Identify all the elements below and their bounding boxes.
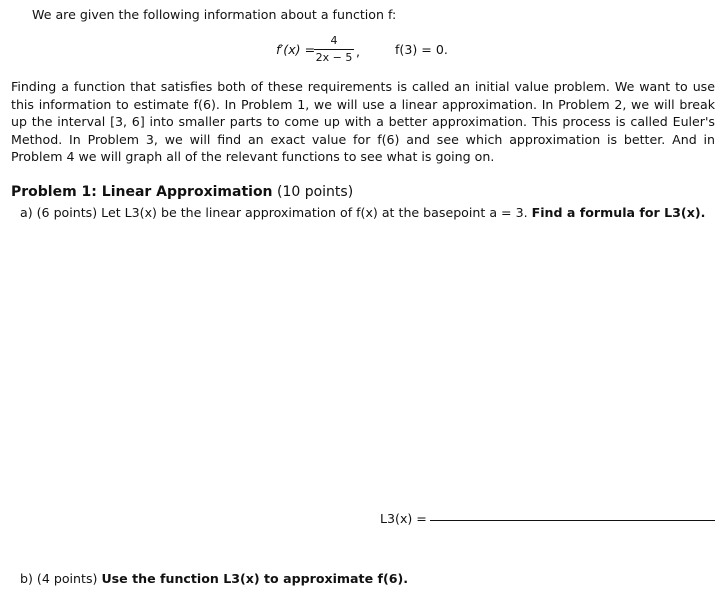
initial-condition: f(3) = 0. [395, 42, 448, 57]
fraction-numerator: 4 [314, 34, 354, 50]
answer-label: L3(x) = [380, 511, 427, 526]
part-a-label: a) (6 points) Let L3(x) be the linear approximation of f(x) at the basepoint a = 3. [20, 205, 528, 220]
part-a-instruction: Find a formula for L3(x). [531, 205, 706, 220]
part-b-instruction: Use the function L3(x) to approximate f(6). [101, 571, 409, 586]
intro-text: We are given the following information about a function f: [32, 7, 397, 22]
derivative-formula [276, 34, 506, 70]
problem1-heading [11, 184, 353, 202]
problem1-part-b [20, 570, 408, 588]
part-b-label: b) (4 points) [20, 571, 98, 586]
answer-blank-line[interactable] [430, 520, 715, 521]
fraction [314, 34, 354, 65]
problem1-title: Problem 1: Linear Approximation [11, 184, 273, 200]
formula-comma: , [356, 44, 361, 59]
intro-paragraph: Finding a function that satisfies both of these requirements is called an initial value problem. We want to use this information to estimate f(6). In Problem 1, we will use a linear approximation. In Problem 2, we will break up the interval [3, 6] into smaller parts to come up with a better approximation. This process is called Euler's Method. In Problem 3, we will find an exact value for f(6) and see which approximation is better. And in Problem 4 we will graph all of the relevant functions to see what is going on. [11, 79, 715, 165]
derivative-lhs: f′(x) = [276, 42, 316, 57]
problem1-part-a [20, 204, 705, 222]
fraction-denominator: 2x − 5 [315, 51, 353, 64]
problem1-points: (10 points) [276, 184, 354, 200]
